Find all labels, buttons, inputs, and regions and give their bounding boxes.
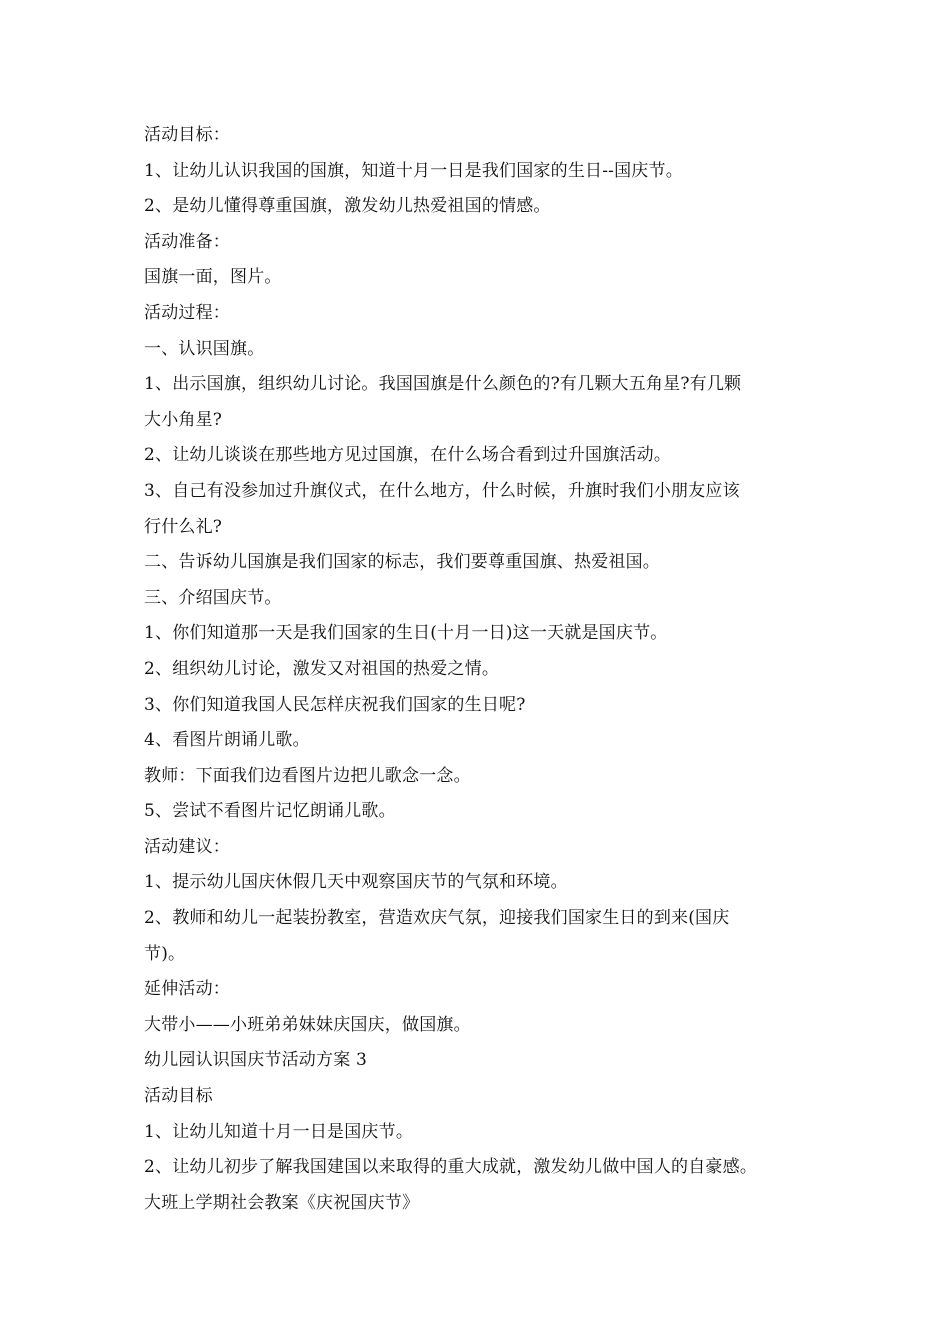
text-line: 行什么礼? — [144, 516, 223, 537]
text-line: 节)。 — [144, 943, 186, 964]
text-line: 1、出示国旗，组织幼儿讨论。我国国旗是什么颜色的?有几颗大五角星?有几颗 — [144, 374, 742, 395]
text-line: 一、认识国旗。 — [144, 338, 265, 359]
text-line: 二、告诉幼儿国旗是我们国家的标志，我们要尊重国旗、热爱祖国。 — [144, 552, 660, 573]
lesson-title: 大班上学期社会教案《庆祝国庆节》 — [144, 1192, 420, 1213]
text-line: 2、让幼儿初步了解我国建国以来取得的重大成就，激发幼儿做中国人的自豪感。 — [144, 1157, 758, 1178]
text-line: 5、尝试不看图片记忆朗诵儿歌。 — [144, 801, 396, 822]
section-heading-extension: 延伸活动： — [144, 979, 230, 1000]
text-line: 1、提示幼儿国庆休假几天中观察国庆节的气氛和环境。 — [144, 872, 568, 893]
section-heading-goals: 活动目标： — [144, 125, 230, 145]
document-body — [144, 118, 824, 1221]
text-line: 教师：下面我们边看图片边把儿歌念一念。 — [144, 765, 471, 786]
text-line: 3、自己有没参加过升旗仪式，在什么地方，什么时候，升旗时我们小朋友应该 — [144, 480, 740, 501]
text-line: 4、看图片朗诵儿歌。 — [144, 730, 310, 751]
text-line: 2、教师和幼儿一起装扮教室，营造欢庆气氛，迎接我们国家生日的到来(国庆 — [144, 908, 730, 929]
text-line: 1、让幼儿知道十月一日是国庆节。 — [144, 1121, 414, 1142]
text-line: 国旗一面，图片。 — [144, 267, 282, 288]
section-heading-suggestions: 活动建议： — [144, 836, 230, 857]
text-line: 1、你们知道那一天是我们国家的生日(十月一日)这一天就是国庆节。 — [144, 623, 668, 644]
text-line: 2、是幼儿懂得尊重国旗，激发幼儿热爱祖国的情感。 — [144, 196, 551, 217]
text-line: 3、你们知道我国人民怎样庆祝我们国家的生日呢? — [144, 694, 526, 715]
section-heading-process: 活动过程： — [144, 302, 230, 323]
plan-title: 幼儿园认识国庆节活动方案 3 — [144, 1050, 368, 1071]
text-line: 1、让幼儿认识我国的国旗，知道十月一日是我们国家的生日--国庆节。 — [144, 160, 683, 181]
text-line: 大带小——小班弟弟妹妹庆国庆，做国旗。 — [144, 1014, 471, 1035]
text-line: 三、介绍国庆节。 — [144, 587, 282, 608]
text-line: 2、让幼儿谈谈在那些地方见过国旗，在什么场合看到过升国旗活动。 — [144, 445, 672, 466]
section-heading-goals-2: 活动目标 — [144, 1086, 213, 1107]
text-line: 大小角星? — [144, 409, 223, 430]
text-line: 2、组织幼儿讨论，激发又对祖国的热爱之情。 — [144, 658, 500, 679]
section-heading-preparation: 活动准备： — [144, 231, 230, 252]
